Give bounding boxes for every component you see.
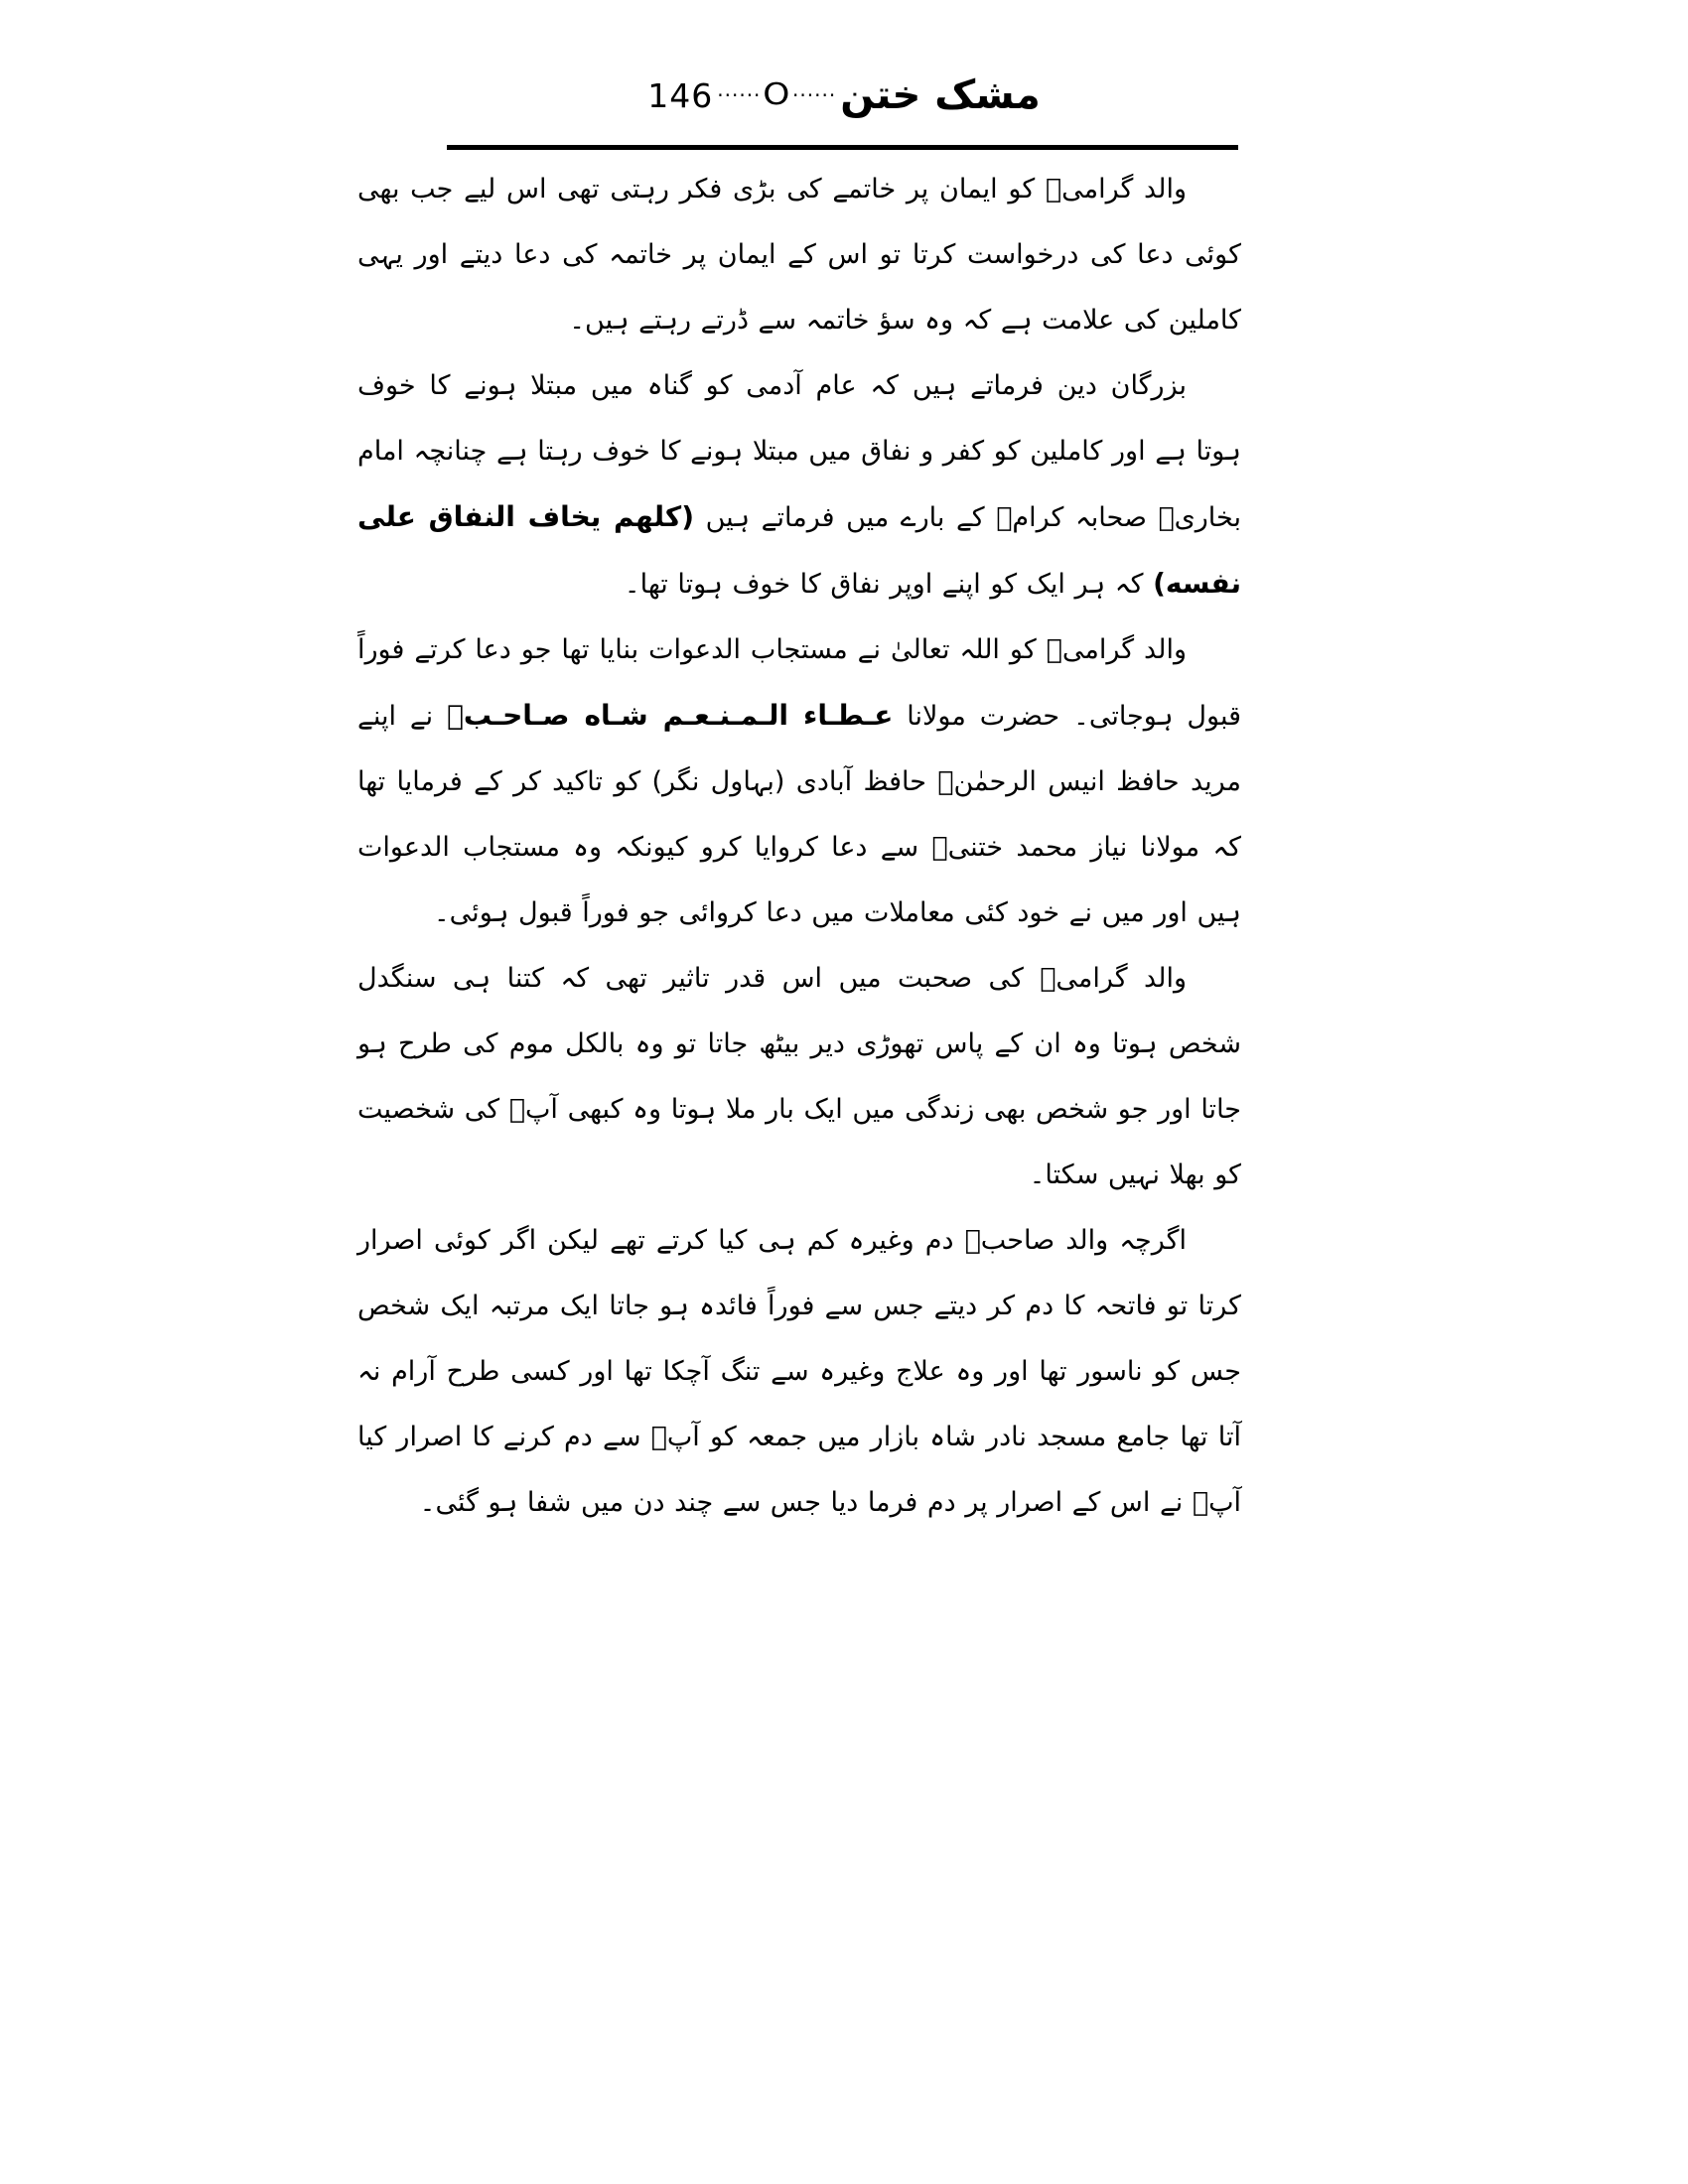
inline-naskh-text: عـطـاء الـمـنـعـم شـاه صـاحـبؒ — [447, 699, 894, 732]
body-text: والد گرامیؒ کی صحبت میں اس قدر تاثیر تھی کہ کتنا ہی سنگدل شخص ہوتا وہ ان کے پاس تھوڑی دیر بیٹھ جاتا تو وہ بالکل موم کی طرح ہو جاتا اور جو شخص بھی زندگی میں ایک بار ملا ہوتا وہ کبھی آپؒ کی شخصیت کو بھلا نہیں سکتا۔ — [357, 963, 1241, 1190]
body-text: اگرچہ والد صاحبؒ دم وغیرہ کم ہی کیا کرتے تھے لیکن اگر کوئی اصرار کرتا تو فاتحہ کا دم کر دیتے جس سے فوراً فائدہ ہو جاتا ایک مرتبہ ایک شخص جس کو ناسور تھا اور وہ علاج وغیرہ سے تنگ آچکا تھا اور کسی طرح آرام نہ آتا تھا جامع مسجد نادر شاہ بازار میں جمعہ کو آپؒ سے دم کرنے کا اصرار کیا آپؒ نے اس کے اصرار پر دم فرما دیا جس سے چند دن میں شفا ہو گئی۔ — [357, 1225, 1241, 1518]
paragraph — [357, 1208, 1241, 1536]
body-text: والد گرامیؒ کو اللہ تعالیٰ نے مستجاب الدعوات بنایا تھا جو دعا کرتے فوراً قبول ہوجاتی۔ حضرت مولانا — [357, 634, 1242, 732]
header-rule — [447, 145, 1238, 150]
paragraph — [357, 353, 1241, 617]
header-dotted-leader-right: ...... — [792, 77, 837, 101]
page-number: 146 — [647, 75, 714, 115]
header-dotted-leader-left: ...... — [717, 77, 762, 101]
paragraph — [357, 157, 1241, 353]
body-text-column — [357, 157, 1241, 1536]
body-text: والد گرامیؒ کو ایمان پر خاتمے کی بڑی فکر رہتی تھی اس لیے جب بھی کوئی دعا کی درخواست کرتا تو اس کے ایمان پر خاتمہ کی دعا دیتے اور یہی کاملین کی علامت ہے کہ وہ سؤ خاتمہ سے ڈرتے رہتے ہیں۔ — [357, 174, 1241, 336]
body-text: کہ ہر ایک کو اپنے اوپر نفاق کا خوف ہوتا تھا۔ — [624, 569, 1154, 600]
body-text: بزرگان دین فرماتے ہیں کہ عام آدمی کو گناہ میں مبتلا ہونے کا خوف ہوتا ہے اور کاملین کو کفر و نفاق میں مبتلا ہونے کا خوف رہتا ہے چنانچہ امام بخاریؒ صحابہ کرامؓ کے بارے میں فرماتے ہیں — [357, 370, 1241, 533]
inline-naskh-text: (کلهم یخاف النفاق علی نفسه) — [357, 500, 1241, 600]
header-circle-separator: O — [763, 77, 790, 112]
book-title: مشک ختن — [840, 72, 1041, 118]
body-text: نے اپنے مرید حافظ انیس الرحمٰنؒ حافظ آبادی (بہاول نگر) کو تاکید کر کے فرمایا تھا کہ مولانا نیاز محمد ختنیؒ سے دعا کروایا کرو کیونکہ وہ مستجاب الدعوات ہیں اور میں نے خود کئی معاملات میں دعا کروائی جو فوراً قبول ہوئی۔ — [357, 701, 1241, 928]
paragraph — [357, 946, 1241, 1208]
paragraph — [357, 617, 1241, 946]
page-header — [0, 73, 1688, 117]
